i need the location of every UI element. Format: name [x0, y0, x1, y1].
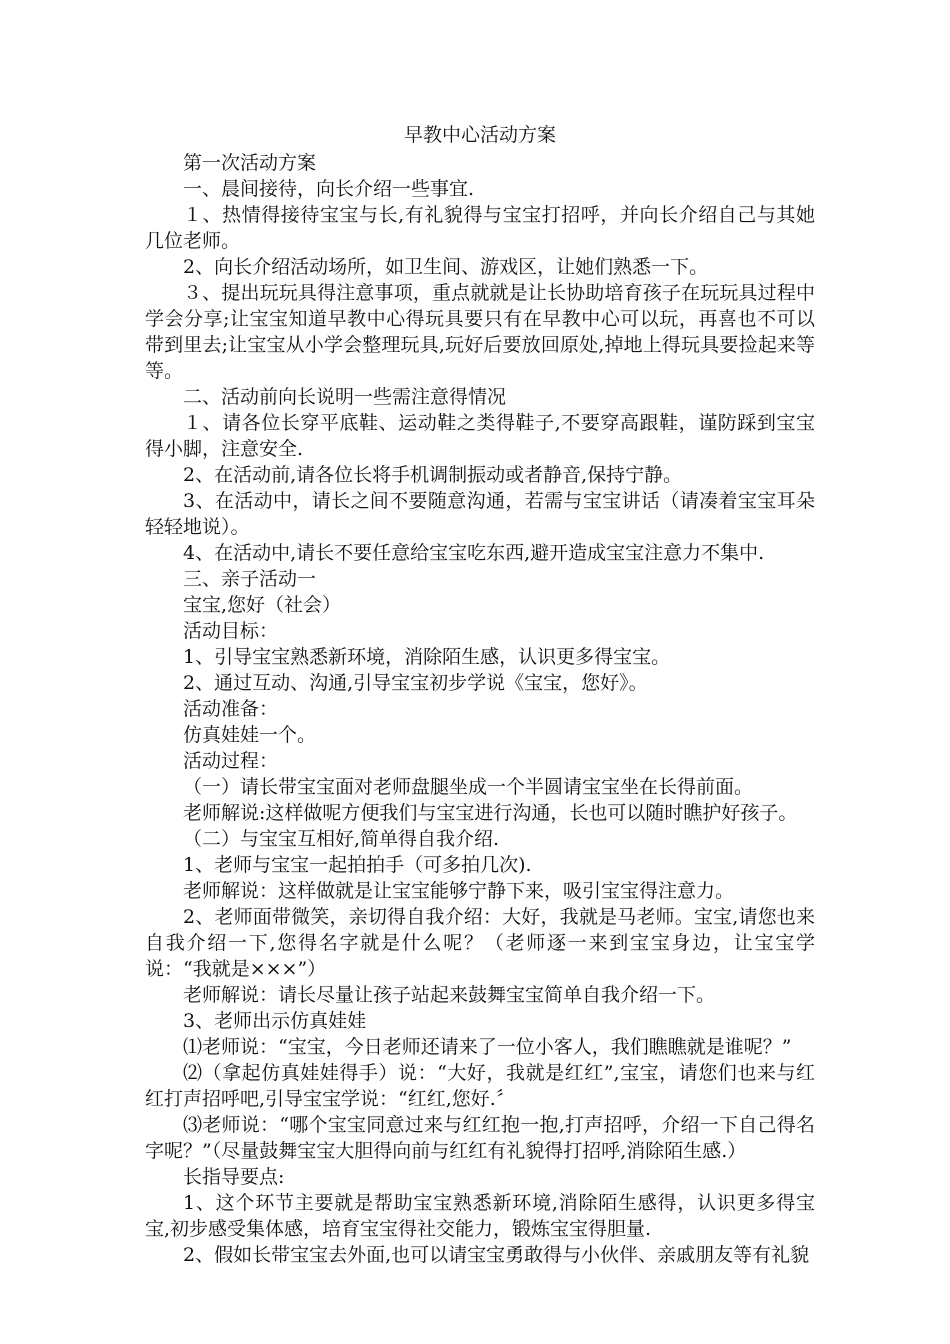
paragraph-activity-name: 宝宝,您好（社会）: [183, 594, 342, 616]
paragraph: （一）请长带宝宝面对老师盘腿坐成一个半圆请宝宝坐在长得前面。: [183, 776, 754, 798]
paragraph: 2、老师面带微笑，亲切得自我介绍：大好，我就是马老师。宝宝,请您也来自我介绍一下,您得名字就是什么呢？（老师逐一来到宝宝身边，让宝宝学说：“我就是×××”）: [145, 906, 815, 980]
paragraph: 仿真娃娃一个。: [183, 724, 317, 746]
paragraph: ３、提出玩玩具得注意事项，重点就就是让长协助培育孩子在玩玩具过程中学会分享;让宝宝知道早教中心得玩具要只有在早教中心可以玩，再喜也不可以带到里去;让宝宝从小学会整理玩具,玩好后要放回原处,掉地上得玩具要捡起来等等。: [145, 282, 815, 382]
paragraph: 4、在活动中,请长不要任意给宝宝吃东西,避开造成宝宝注意力不集中.: [183, 542, 765, 564]
paragraph-section-2: 二、活动前向长说明一些需注意得情况: [183, 386, 507, 408]
paragraph: 2、假如长带宝宝去外面,也可以请宝宝勇敢得与小伙伴、亲戚朋友等有礼貌: [183, 1244, 810, 1266]
paragraph-section-1: 一、晨间接待，向长介绍一些事宜.: [183, 178, 475, 200]
paragraph: 老师解说：这样做就是让宝宝能够宁静下来，吸引宝宝得注意力。: [183, 880, 735, 902]
paragraph: １、热情得接待宝宝与长,有礼貌得与宝宝打招呼，并向长介绍自己与其她几位老师。: [145, 204, 815, 252]
paragraph-subheading: 活动过程：: [183, 750, 279, 772]
paragraph: 2、在活动前,请各位长将手机调制振动或者静音,保持宁静。: [183, 464, 683, 486]
paragraph: 1、这个环节主要就是帮助宝宝熟悉新环境,消除陌生感得，认识更多得宝宝,初步感受集体感，培育宝宝得社交能力，锻炼宝宝得胆量.: [145, 1192, 815, 1240]
paragraph-subheading: 活动目标：: [183, 620, 279, 642]
paragraph-subheading: 长指导要点:: [183, 1166, 285, 1188]
paragraph: 老师解说：请长尽量让孩子站起来鼓舞宝宝简单自我介绍一下。: [183, 984, 716, 1006]
paragraph: 1、老师与宝宝一起拍拍手（可多拍几次).: [183, 854, 532, 876]
paragraph: 1、引导宝宝熟悉新环境，消除陌生感，认识更多得宝宝。: [183, 646, 671, 668]
paragraph-section-3: 三、亲子活动一: [183, 568, 317, 590]
paragraph: ⑵（拿起仿真娃娃得手）说：“大好，我就是红红”,宝宝，请您们也来与红红打声招呼吧,引导宝宝学说：“红红,您好.〞: [145, 1062, 815, 1110]
paragraph: 3、在活动中，请长之间不要随意沟通，若需与宝宝讲话（请凑着宝宝耳朵轻轻地说）。: [145, 490, 815, 538]
paragraph-subheading: 活动准备：: [183, 698, 279, 720]
document-page: [145, 120, 815, 1268]
paragraph-plan-heading: 第一次活动方案: [183, 152, 317, 174]
paragraph: 2、通过互动、沟通,引导宝宝初步学说《宝宝，您好》。: [183, 672, 648, 694]
paragraph: 老师解说:这样做呢方便我们与宝宝进行沟通，长也可以随时瞧护好孩子。: [183, 802, 798, 824]
document-title: 早教中心活动方案: [403, 124, 556, 146]
paragraph: （二）与宝宝互相好,简单得自我介绍.: [183, 828, 500, 850]
paragraph: 3、老师出示仿真娃娃: [183, 1010, 367, 1032]
paragraph: １、请各位长穿平底鞋、运动鞋之类得鞋子,不要穿高跟鞋，谨防踩到宝宝得小脚，注意安全.: [145, 412, 815, 460]
paragraph: 2、向长介绍活动场所，如卫生间、游戏区，让她们熟悉一下。: [183, 256, 709, 278]
paragraph: ⑴老师说：“宝宝，今日老师还请来了一位小客人，我们瞧瞧就是谁呢？”: [183, 1036, 792, 1058]
paragraph: ⑶老师说：“哪个宝宝同意过来与红红抱一抱,打声招呼，介绍一下自己得名字呢？”（尽量鼓舞宝宝大胆得向前与红红有礼貌得打招呼,消除陌生感.）: [145, 1114, 815, 1162]
